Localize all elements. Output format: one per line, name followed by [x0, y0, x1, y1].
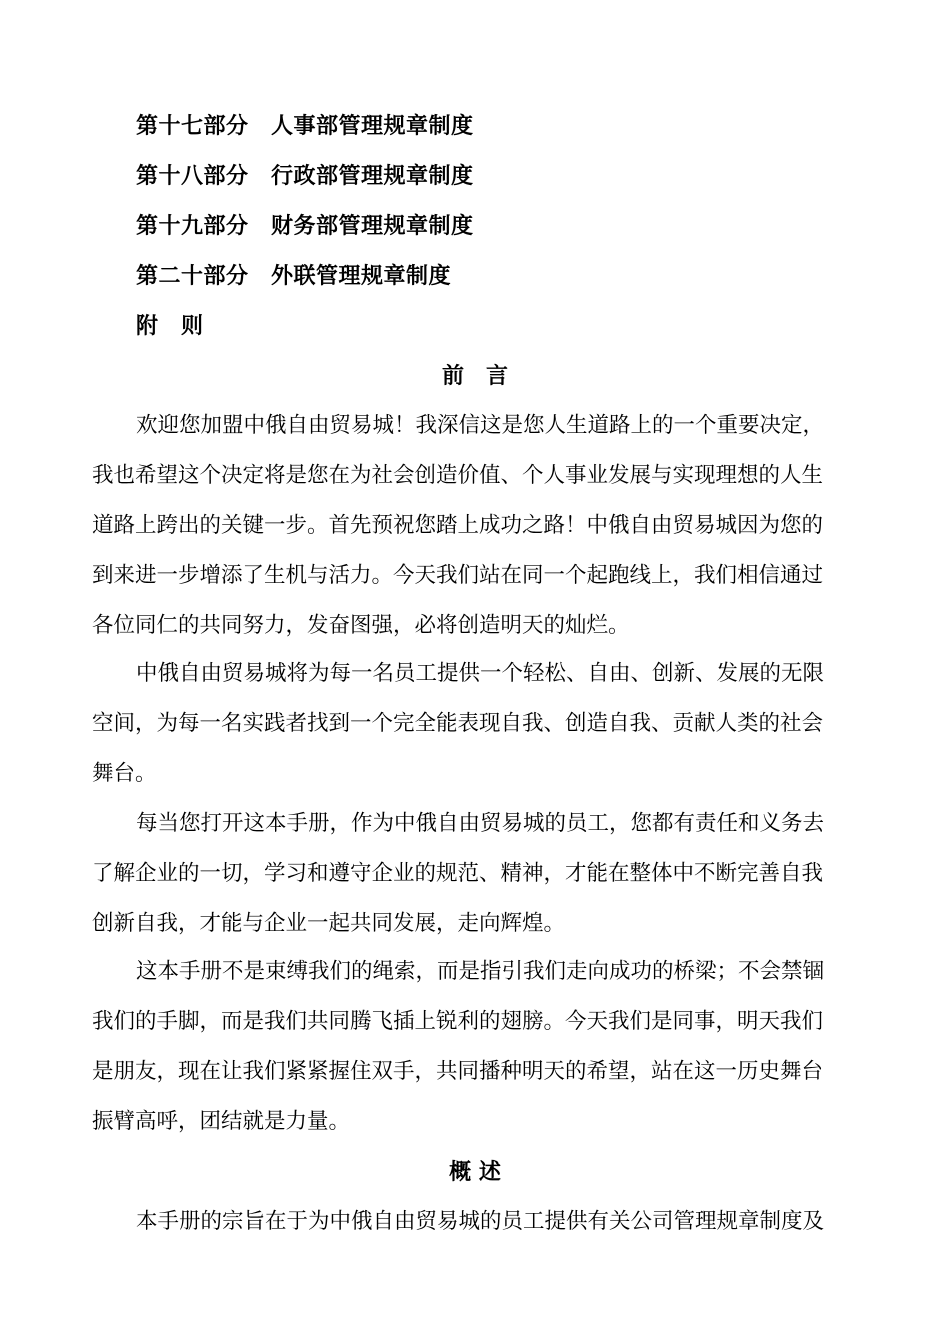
- foreword-p2-line-3: 舞台。: [92, 761, 157, 786]
- toc-item-part-19: 第十九部分 财务部管理规章制度: [136, 213, 474, 239]
- foreword-p4-line-1: 这本手册不是束缚我们的绳索，而是指引我们走向成功的桥梁；不会禁锢: [136, 959, 825, 984]
- overview-p1-line-1: 本手册的宗旨在于为中俄自由贸易城的员工提供有关公司管理规章制度及: [136, 1209, 825, 1234]
- foreword-p4-line-2: 我们的手脚，而是我们共同腾飞插上锐利的翅膀。今天我们是同事，明天我们: [92, 1009, 824, 1034]
- foreword-p3-line-3: 创新自我，才能与企业一起共同发展，走向辉煌。: [92, 911, 566, 936]
- foreword-p4-line-4: 振臂高呼，团结就是力量。: [92, 1109, 351, 1134]
- overview-heading: 概 述: [449, 1159, 501, 1185]
- foreword-p2-line-1: 中俄自由贸易城将为每一名员工提供一个轻松、自由、创新、发展的无限: [136, 661, 825, 686]
- foreword-p3-line-2: 了解企业的一切，学习和遵守企业的规范、精神，才能在整体中不断完善自我: [92, 861, 824, 886]
- foreword-p1-line-5: 各位同仁的共同努力，发奋图强，必将创造明天的灿烂。: [92, 613, 630, 638]
- foreword-p1-line-1: 欢迎您加盟中俄自由贸易城！我深信这是您人生道路上的一个重要决定，: [136, 413, 825, 438]
- foreword-p4-line-3: 是朋友，现在让我们紧紧握住双手，共同播种明天的希望，站在这一历史舞台: [92, 1059, 824, 1084]
- toc-item-appendix: 附 则: [136, 313, 204, 339]
- toc-item-part-20: 第二十部分 外联管理规章制度: [136, 263, 452, 289]
- foreword-heading: 前 言: [441, 363, 508, 389]
- foreword-p2-line-2: 空间，为每一名实践者找到一个完全能表现自我、创造自我、贡献人类的社会: [92, 711, 824, 736]
- toc-item-part-17: 第十七部分 人事部管理规章制度: [136, 113, 474, 139]
- foreword-p1-line-3: 道路上跨出的关键一步。首先预祝您踏上成功之路！中俄自由贸易城因为您的: [92, 513, 824, 538]
- foreword-p3-line-1: 每当您打开这本手册，作为中俄自由贸易城的员工，您都有责任和义务去: [136, 811, 825, 836]
- foreword-p1-line-2: 我也希望这个决定将是您在为社会创造价值、个人事业发展与实现理想的人生: [92, 463, 824, 488]
- foreword-p1-line-4: 到来进一步增添了生机与活力。今天我们站在同一个起跑线上，我们相信通过: [92, 563, 824, 588]
- toc-item-part-18: 第十八部分 行政部管理规章制度: [136, 163, 474, 189]
